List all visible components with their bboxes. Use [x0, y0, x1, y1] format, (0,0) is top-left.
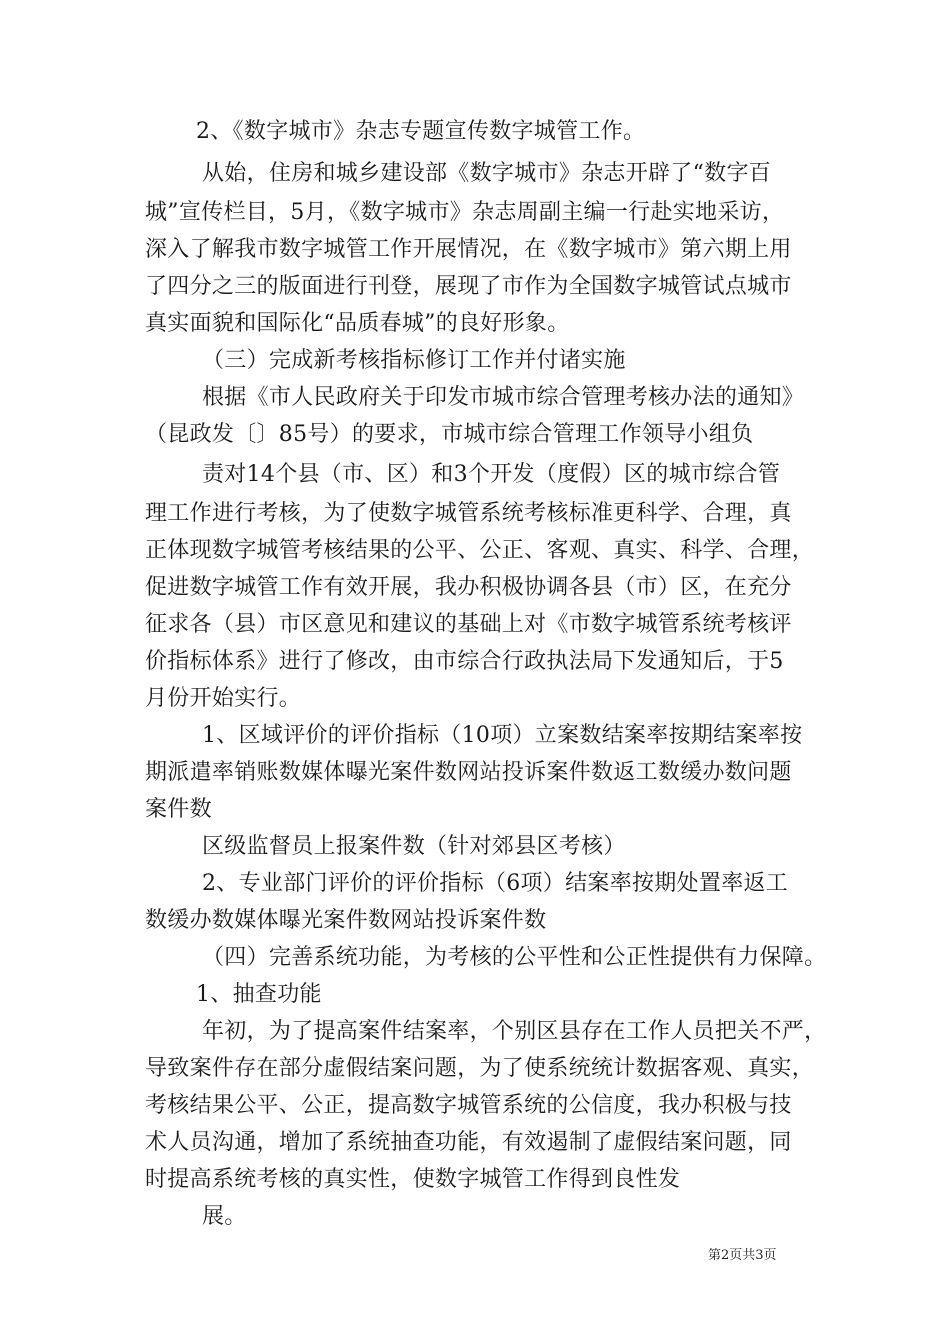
text-line-28: 术人员沟通，增加了系统抽查功能，有效遏制了虚假结案问题，同	[145, 1130, 792, 1155]
section-heading-4: （四）完善系统功能，为考核的公平性和公正性提供有力保障。	[202, 945, 827, 970]
text-line-29: 时提高系统考核的真实性，使数字城管工作得到良性发	[145, 1167, 681, 1192]
text-line-18: 期派遣率销账数媒体曝光案件数网站投诉案件数返工数缓办数问题	[145, 760, 792, 785]
text-line-2: 从始，住房和城乡建设部《数字城市》杂志开辟了“数字百	[202, 161, 772, 186]
text-line-8: 根据《市人民政府关于印发市城市综合管理考核办法的通知》	[202, 385, 805, 410]
text-line-5: 了四分之三的版面进行刊登，展现了市作为全国数字城管试点城市	[145, 274, 792, 299]
text-line-4: 深入了解我市数字城管工作开展情况，在《数字城市》第六期上用	[145, 237, 792, 262]
text-line-25: 年初，为了提高案件结案率，个别区县存在工作人员把关不严，	[202, 1019, 827, 1044]
text-line-13: 促进数字城管工作有效开展，我办积极协调各县（市）区，在充分	[145, 575, 792, 600]
text-line-20: 区级监督员上报案件数（针对郊县区考核）	[202, 834, 626, 859]
text-line-3: 城”宣传栏目，5月，《数字城市》杂志周副主编一行赴实地采访，	[145, 200, 785, 225]
text-line-9: （昆政发〔〕85号）的要求，市城市综合管理工作领导小组负	[145, 422, 754, 447]
text-line-12: 正体现数字城管考核结果的公平、公正、客观、真实、科学、合理，	[145, 538, 815, 563]
text-line-22: 数缓办数媒体曝光案件数网站投诉案件数	[145, 908, 547, 933]
text-line-26: 导致案件存在部分虚假结案问题，为了使系统统计数据客观、真实，	[145, 1056, 815, 1081]
section-heading-3: （三）完成新考核指标修订工作并付诸实施	[202, 348, 626, 373]
text-line-27: 考核结果公平、公正，提高数字城管系统的公信度，我办积极与技	[145, 1093, 792, 1118]
text-line-10: 责对14个县（市、区）和3个开发（度假）区的城市综合管	[202, 462, 781, 487]
text-line-30: 展。	[202, 1204, 247, 1229]
text-line-15: 价指标体系》进行了修改，由市综合行政执法局下发通知后，于5	[145, 649, 784, 674]
text-line-19: 案件数	[145, 797, 212, 822]
text-line-14: 征求各（县）市区意见和建议的基础上对《市数字城管系统考核评	[145, 612, 792, 637]
text-line-24: 1、抽查功能	[196, 982, 322, 1007]
text-line-21: 2、专业部门评价的评价指标（6项）结案率按期处置率返工	[202, 871, 789, 896]
text-line-16: 月份开始实行。	[145, 686, 302, 711]
text-line-1: 2、《数字城市》杂志专题宣传数字城管工作。	[196, 119, 646, 144]
text-line-17: 1、区域评价的评价指标（10项）立案数结案率按期结案率按	[202, 723, 803, 748]
text-line-11: 理工作进行考核，为了使数字城管系统考核标准更科学、合理，真	[145, 501, 792, 526]
text-line-6: 真实面貌和国际化“品质春城”的良好形象。	[145, 311, 570, 336]
page-number: 第2页共3页	[708, 1248, 777, 1263]
